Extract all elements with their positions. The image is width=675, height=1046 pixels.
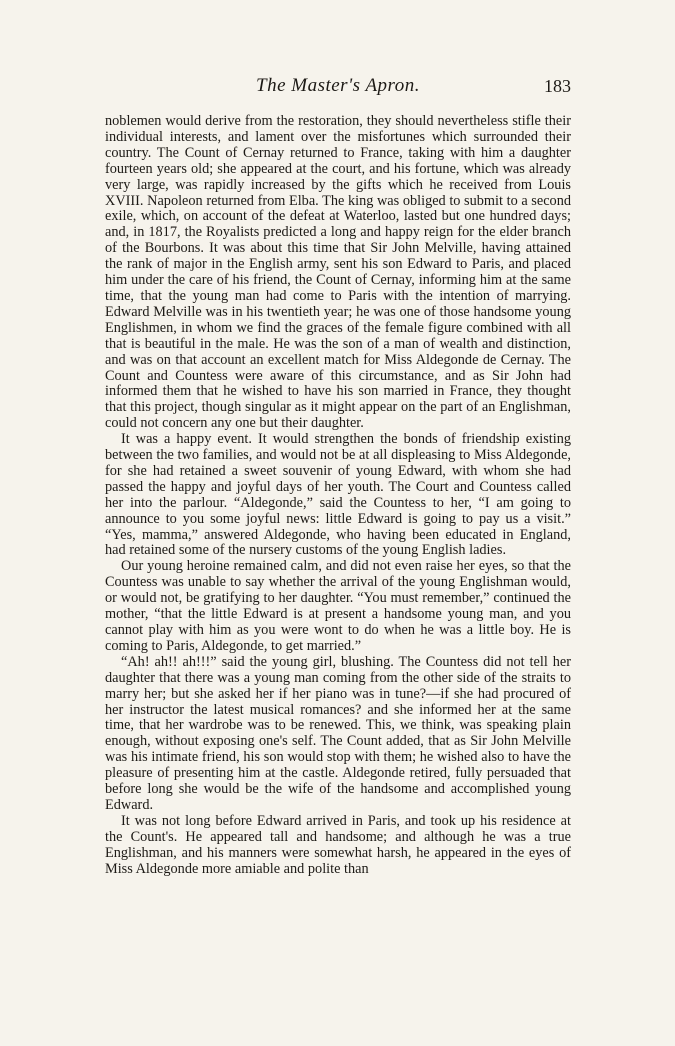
paragraph: It was a happy event. It would strengthen the bonds of friendship existing between the two families, and would not be at all displeasing to Miss Aldegonde, for she had retained a sweet souvenir of young Edward, with whom she had passed the happy and joyful days of her youth. The Court and Countess called her into the parlour. “Aldegonde,” said the Countess to her, “I am going to announce to you some joyful news: little Edward is going to pay us a visit.” “Yes, mamma,” answered Aldegonde, who having been educated in England, had retained some of the nursery customs of the young English ladies.: [105, 431, 571, 559]
paragraph: It was not long before Edward arrived in Paris, and took up his residence at the Count's. He appeared tall and handsome; and although he was a true Englishman, and his manners were somewhat harsh, he appeared in the eyes of Miss Aldegonde more amiable and polite than: [105, 812, 571, 877]
body-text: [105, 114, 571, 878]
paragraph: Our young heroine remained calm, and did not even raise her eyes, so that the Countess was unable to say whether the arrival of the young Englishman would, or would not, be gratifying to her daughter. “You must remember,” continued the mother, “that the little Edward is at present a handsome young man, and you cannot play with him as you were wont to do when he was a little boy. He is coming to Paris, Aldegonde, to get married.”: [105, 558, 571, 654]
paragraph: “Ah! ah!! ah!!!” said the young girl, blushing. The Countess did not tell her daughter that there was a young man coming from the other side of the straits to marry her; but she asked her if her piano was in tune?—if she had procured of her instructor the latest musical romances? and she informed her at the same time, that her wardrobe was to be renewed. This, we think, was speaking plain enough, without exposing one's self. The Count added, that as Sir John Melville was his intimate friend, his son would stop with them; he wished also to have the pleasure of presenting him at the castle. Aldegonde retired, fully persuaded that before long she would be the wife of the handsome and accomplished young Edward.: [105, 653, 571, 813]
page-header: [105, 72, 571, 100]
page-number: 183: [544, 76, 571, 96]
paragraph: noblemen would derive from the restoration, they should nevertheless stifle their individual interests, and lament over the misfortunes which surrounded their country. The Count of Cernay returned to France, taking with him a daughter fourteen years old; she appeared at the court, and his fortune, which was already very large, was rapidly increased by the gifts which he received from Louis XVIII. Napoleon returned from Elba. The king was obliged to submit to a second exile, which, on account of the defeat at Waterloo, lasted but one hundred days; and, in 1817, the Royalists predicted a long and happy reign for the elder branch of the Bourbons. It was about this time that Sir John Melville, having attained the rank of major in the English army, sent his son Edward to Paris, and placed him under the care of his friend, the Count of Cernay, informing him at the same time, that the young man had come to Paris with the intention of marrying. Edward Melville was in his twentieth year; he was one of those handsome young Englishmen, in whom we find the graces of the female figure combined with all that is beautiful in the male. He was the son of a man of wealth and distinction, and was on that account an excellent match for Miss Aldegonde de Cernay. The Count and Countess were aware of this circumstance, and as Sir John had informed them that he wished to have his son married in France, they thought that this project, though singular as it might appear on the part of an Englishman, could not concern any one but their daughter.: [105, 113, 571, 432]
running-title: The Master's Apron.: [256, 75, 420, 96]
